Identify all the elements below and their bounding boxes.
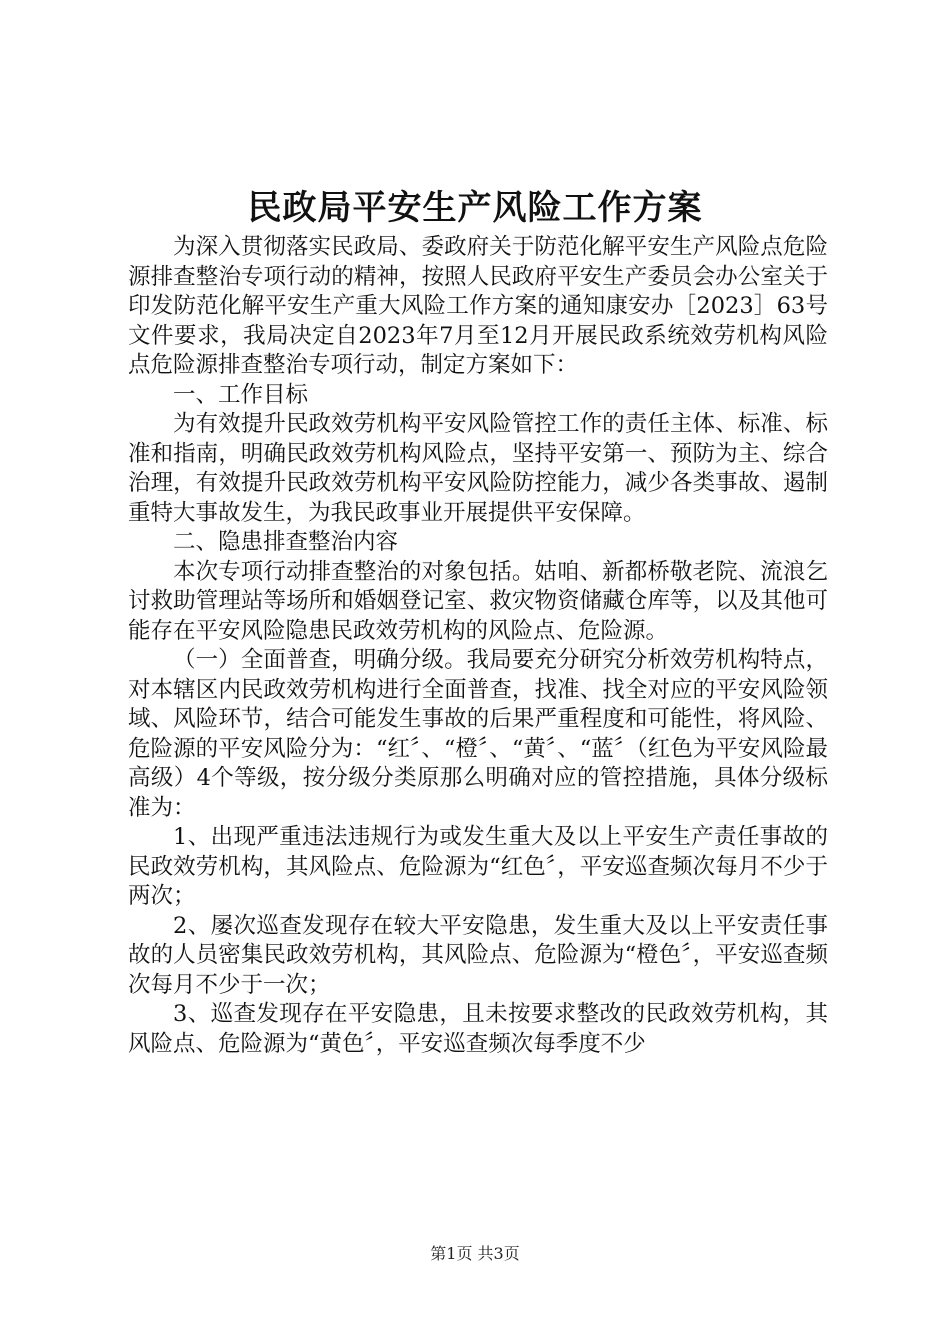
- document-body: [128, 233, 828, 1059]
- content-paragraph: 本次专项行动排查整治的对象包括。姑咱、新都桥敬老院、流浪乞讨救助管理站等场所和婚姻登记室、救灾物资储藏仓库等，以及其他可能存在平安风险隐患民政效劳机构的风险点、危险源。: [128, 558, 828, 644]
- goal-paragraph: 为有效提升民政效劳机构平安风险管控工作的责任主体、标准、标准和指南，明确民政效劳机构风险点，坚持平安第一、预防为主、综合治理，有效提升民政效劳机构平安风险防控能力，减少各类事故、遏制重特大事故发生，为我民政事业开展提供平安保障。: [128, 411, 828, 526]
- document-title: 民政局平安生产风险工作方案: [247, 188, 703, 228]
- level-red-paragraph: 1、出现严重违法违规行为或发生重大及以上平安生产责任事故的民政效劳机构，其风险点、危险源为“红色〞，平安巡查频次每月不少于两次；: [128, 824, 828, 909]
- grading-paragraph: （一）全面普查，明确分级。我局要充分研究分析效劳机构特点，对本辖区内民政效劳机构进行全面普查，找准、找全对应的平安风险领域、风险环节，结合可能发生事故的后果严重程度和可能性，将风险、危险源的平安风险分为：“红〞、“橙〞、“黄〞、“蓝〞（红色为平安风险最高级）4个等级，按分级分类原那么明确对应的管控措施，具体分级标准为：: [128, 647, 828, 821]
- page-number-footer: 第1页 共3页: [430, 1244, 520, 1263]
- level-orange-paragraph: 2、屡次巡查发现存在较大平安隐患，发生重大及以上平安责任事故的人员密集民政效劳机构，其风险点、危险源为“橙色〞，平安巡查频次每月不少于一次；: [128, 912, 828, 998]
- section-heading-content: 二、隐患排查整治内容: [173, 529, 399, 555]
- section-heading-goal: 一、工作目标: [173, 381, 309, 408]
- intro-paragraph: 为深入贯彻落实民政局、委政府关于防范化解平安生产风险点危险源排查整治专项行动的精神，按照人民政府平安生产委员会办公室关于印发防范化解平安生产重大风险工作方案的通知康安办［2023］63号文件要求，我局决定自2023年7月至12月开展民政系统效劳机构风险点危险源排查整治专项行动，制定方案如下：: [128, 234, 828, 378]
- level-yellow-paragraph: 3、巡查发现存在平安隐患，且未按要求整改的民政效劳机构，其风险点、危险源为“黄色〞，平安巡查频次每季度不少: [128, 1001, 828, 1057]
